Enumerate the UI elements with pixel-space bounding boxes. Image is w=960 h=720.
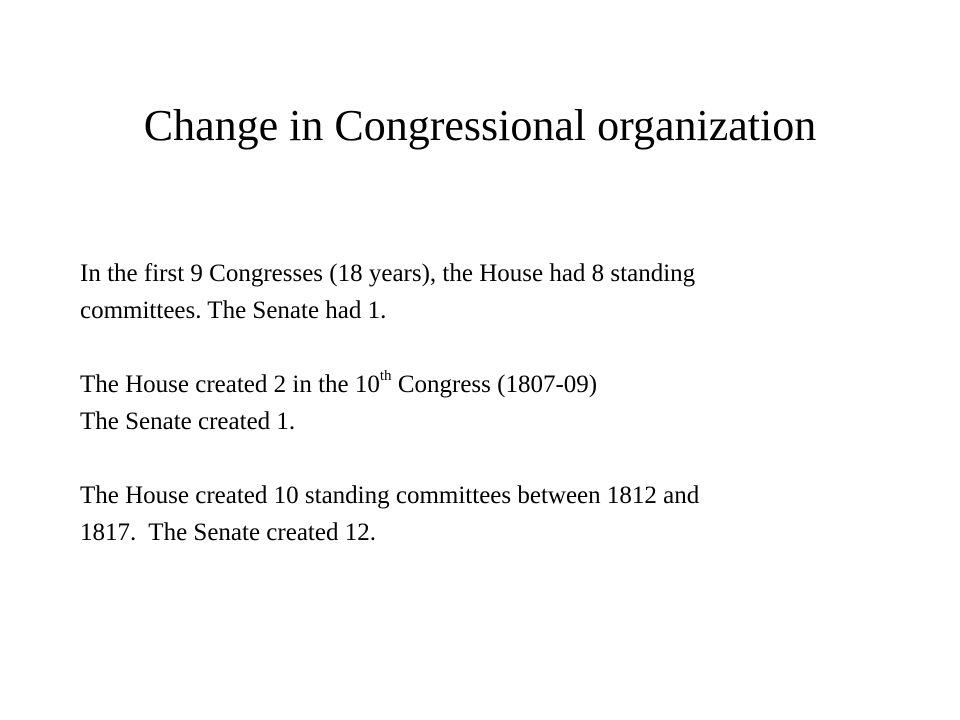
paragraph-1-line-1: In the first 9 Congresses (18 years), the House had 8 standing [80,260,696,287]
paragraph-3-line-1: The House created 10 standing committees between 1812 and [80,482,700,509]
paragraph-2-line-1-prefix: The House created 2 in the 10 [80,371,380,398]
paragraph-tenth-congress [80,366,900,440]
paragraph-1-line-2: committees. The Senate had 1. [80,297,387,324]
paragraph-first-congresses [80,255,900,329]
paragraph-1812-1817 [80,477,900,551]
slide-body [80,255,900,588]
paragraph-3-line-2: 1817. The Senate created 12. [80,519,376,546]
paragraph-2-line-1 [80,366,900,403]
paragraph-2-line-2: The Senate created 1. [80,408,296,435]
paragraph-2-line-1-suffix: Congress (1807-09) [391,371,598,398]
ordinal-superscript: th [379,367,392,384]
slide-title: Change in Congressional organization [143,101,817,150]
